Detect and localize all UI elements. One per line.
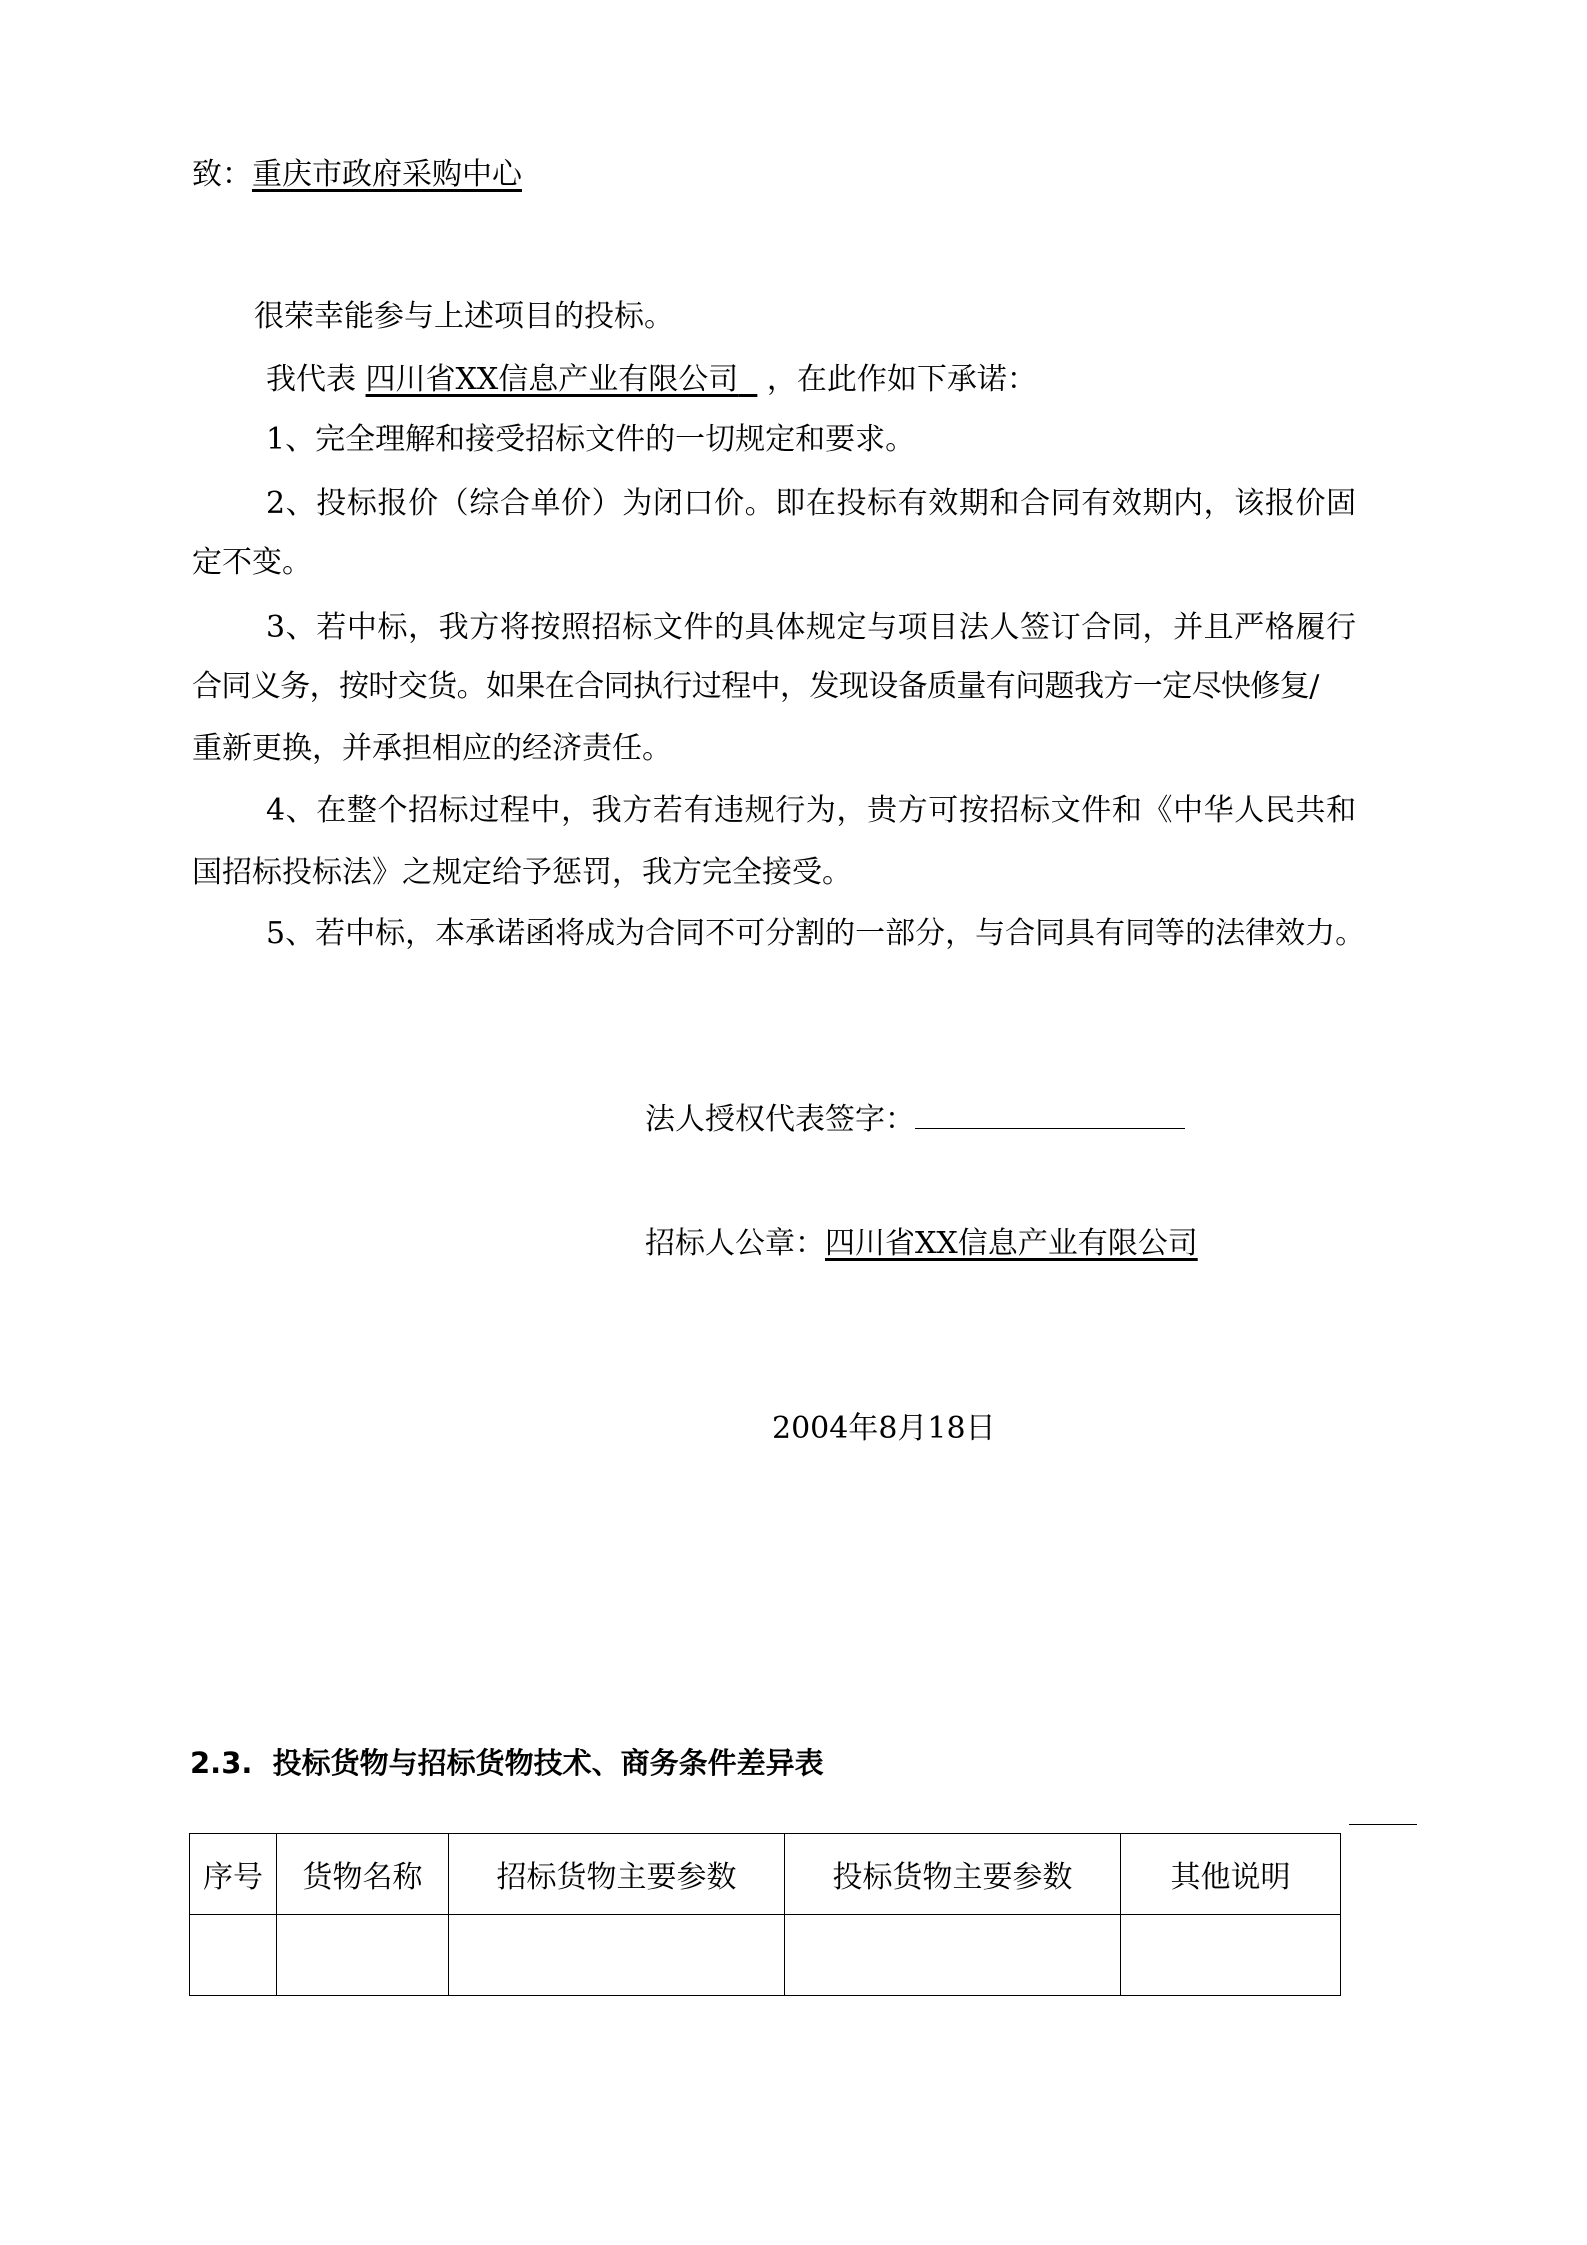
commitment-3: 3、若中标，我方将按照招标文件的具体规定与项目法人签订合同，并且严格履行 [266, 610, 1357, 645]
table-header-row [190, 1834, 1341, 1915]
intro-paragraph: 很荣幸能参与上述项目的投标。 [254, 299, 674, 334]
commitment-1: 1、完全理解和接受招标文件的一切规定和要求。 [266, 422, 916, 457]
header-goods-name: 货物名称 [277, 1834, 449, 1915]
commitment-4: 4、在整个招标过程中，我方若有违规行为，贵方可按招标文件和《中华人民共和 [266, 793, 1357, 828]
signature-blank [915, 1098, 1185, 1129]
commitment-3-cont2: 重新更换，并承担相应的经济责任。 [192, 731, 672, 766]
commitment-2-cont: 定不变。 [192, 545, 312, 580]
representation-prefix: 我代表 [266, 362, 356, 397]
seal-value: 四川省XX信息产业有限公司 [825, 1226, 1198, 1261]
cell-bid-params [785, 1915, 1121, 1996]
commitment-3-cont: 合同义务，按时交货。如果在合同执行过程中，发现设备质量有问题我方一定尽快修复/ [192, 669, 1319, 704]
cell-goods-name [277, 1915, 449, 1996]
letter-date: 2004年8月18日 [772, 1411, 996, 1446]
header-notes: 其他说明 [1121, 1834, 1341, 1915]
addressee-line [192, 155, 522, 195]
seal-label: 招标人公章： [645, 1226, 825, 1261]
addressee-value: 重庆市政府采购中心 [252, 157, 522, 192]
header-tender-params: 招标货物主要参数 [449, 1834, 785, 1915]
section-heading: 2.3. 投标货物与招标货物技术、商务条件差异表 [190, 1746, 824, 1780]
header-bid-params: 投标货物主要参数 [785, 1834, 1121, 1915]
commitment-4-cont: 国招标投标法》之规定给予惩罚，我方完全接受。 [192, 855, 852, 890]
signature-label: 法人授权代表签字： [645, 1102, 915, 1137]
cell-notes [1121, 1915, 1341, 1996]
difference-table [189, 1833, 1341, 1996]
seal-line [645, 1224, 1198, 1264]
cell-tender-params [449, 1915, 785, 1996]
representation-company: 四川省XX信息产业有限公司 [365, 362, 739, 397]
table-row [190, 1915, 1341, 1996]
representation-suffix: ，在此作如下承诺： [766, 362, 1037, 397]
commitment-2: 2、投标报价（综合单价）为闭口价。即在投标有效期和合同有效期内，该报价固 [266, 486, 1357, 521]
signature-line [645, 1098, 1185, 1140]
divider-stub [1349, 1824, 1417, 1825]
commitment-5: 5、若中标，本承诺函将成为合同不可分割的一部分，与合同具有同等的法律效力。 [266, 916, 1366, 951]
addressee-label: 致： [192, 157, 252, 192]
cell-index [190, 1915, 277, 1996]
representation-line [266, 360, 1037, 400]
header-index: 序号 [190, 1834, 277, 1915]
